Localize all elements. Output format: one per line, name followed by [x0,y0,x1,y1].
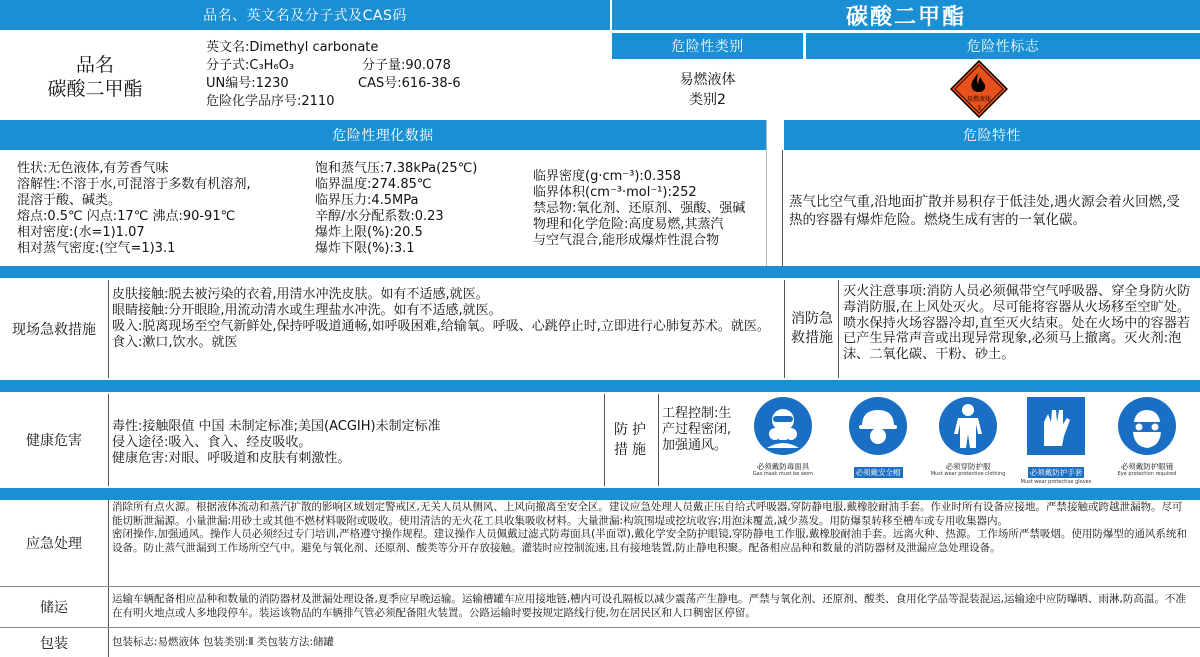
engineering-control: 工程控制:生产过程密闭,加强通风。 [662,406,732,453]
physchem-line: 熔点:0.5℃ 闪点:17℃ 沸点:90-91℃ [17,209,236,224]
emergency-content [112,501,1188,555]
molecular-formula: 分子式:C₃H₆O₃ [206,58,295,73]
divider [108,500,109,586]
physchem-line: 临界密度(g·cm⁻³):0.358 [533,169,682,184]
storage-label: 储运 [40,600,68,616]
hazard-class-header: 危险性类别 [612,33,803,59]
hazard-mark-header: 危险性标志 [806,33,1200,59]
divider [766,120,767,266]
physchem-line: 临界温度:274.85℃ [315,177,432,192]
ppe-protective-gloves [1013,396,1099,485]
product-name-label: 品名 [75,54,114,76]
health-label: 健康危害 [26,433,82,449]
hazard-class-line2: 类别2 [689,92,726,108]
first-aid-content [112,287,772,351]
first-aid-line: 皮肤接触:脱去被污染的衣着,用清水冲洗皮肤。如有不适感,就医。 [112,287,489,302]
first-aid-line: 眼睛接触:分开眼睑,用流动清水或生理盐水冲洗。如有不适感,就医。 [112,303,502,318]
physchem-line: 爆炸上限(%):20.5 [315,225,423,240]
physchem-line: 爆炸下限(%):3.1 [315,241,415,256]
hazard-serial-number: 危险化学品序号:2110 [206,94,335,109]
page-title: 碳酸二甲酯 [612,0,1200,30]
flammable-liquid-sign [950,60,1008,118]
physchem-line: 性状:无色液体,有芳香气味 [17,161,169,176]
ppe-caption: 必须戴防毒面具 [756,462,810,471]
first-aid-line: 食入:漱口,饮水。就医 [112,335,238,350]
physchem-line: 与空气混合,能形成爆炸性混合物 [533,233,720,248]
section-separator [0,380,1200,392]
divider [108,394,109,486]
ppe-caption-en: Must wear protective gloves [1020,479,1092,485]
packaging-text: 包装标志:易燃液体 包装类别:Ⅱ 类包装方法:储罐 [112,636,334,648]
ppe-caption-en: Eye protection required [1117,471,1177,477]
sign-class-number: 3 [977,105,981,112]
emergency-paragraph: 密闭操作,加强通风。操作人员必须经过专门培训,严格遵守操作规程。建议操作人员佩戴过滤式防毒面具(半面罩),戴化学安全防护眼镜,穿防静电工作服,戴橡胶耐油手套。远离火种、热源。工作场所严禁吸烟。使用防爆型的通风系统和设备。防止蒸气泄漏到工作场所空气中。避免与氧化剂、还原剂、酸类等分开存放接触。灌装时应控制流速,且有接地装置,防止静电积聚。配备相应品种和数量的消防器材及泄漏应急处理设备。 [112,528,1187,554]
english-name: 英文名:Dimethyl carbonate [206,40,379,55]
sign-label: 易燃液体 [966,96,992,103]
section-separator [0,488,1200,500]
divider [0,586,1200,587]
divider [782,150,783,266]
health-line: 毒性:接触限值 中国 未制定标准;美国(ACGIH)未制定标准 [112,419,441,434]
hazard-props-text: 蒸气比空气重,沿地面扩散并易积存于低洼处,遇火源会着火回燃,受热的容器有爆炸危险。燃烧生成有害的一氧化碳。 [789,194,1180,228]
ppe-protective-goggles [1104,396,1190,477]
cas-number: CAS号:616-38-6 [358,76,461,91]
divider [108,628,109,657]
divider [784,280,785,378]
physchem-line: 临界体积(cm⁻³·mol⁻¹):252 [533,185,697,200]
molecular-weight: 分子量:90.078 [362,58,451,73]
first-aid-label: 现场急救措施 [12,322,96,338]
physchem-line: 溶解性:不溶于水,可混溶于多数有机溶剂, [17,177,251,192]
fire-label: 消防急救措施 [791,311,833,346]
first-aid-line: 吸入:脱离现场至空气新鲜处,保持呼吸道通畅,如呼吸困难,给输氧。呼吸、心跳停止时,立即进行心肺复苏术。就医。 [112,319,770,334]
protective-clothing-icon [938,396,998,456]
health-line: 健康危害:对眼、呼吸道和皮肤有刺激性。 [112,451,351,466]
divider [838,280,839,378]
emergency-paragraph: 消除所有点火源。根据液体流动和蒸汽扩散的影响区域划定警戒区,无关人员从侧风、上风向撤离至安全区。建议应急处理人员戴正压自给式呼吸器,穿防静电服,戴橡胶耐油手套。作业时所有设备应接地。严禁接触或跨越泄漏物。尽可能切断泄漏源。小量泄漏:用砂土或其他不燃材料吸附或吸收。使用清洁的无火花工具收集吸收材料。大量泄漏:构筑围堤或挖坑收容;用泡沫覆盖,减少蒸发。用防爆泵转移至槽车或专用收集器内。 [112,501,1183,527]
ppe-caption: 必须穿防护服 [945,462,991,471]
physchem-line: 相对蒸气密度:(空气=1)3.1 [17,241,176,256]
divider [108,280,109,378]
ppe-caption-en: Must wear protective clothing [930,471,1006,477]
ppe-caption: 必须戴安全帽 [855,468,901,477]
protection-label: 防护措施 [614,422,650,458]
emergency-label: 应急处理 [26,536,82,552]
fire-text: 灭火注意事项:消防人员必须佩带空气呼吸器、穿全身防火防毒消防服,在上风处灭火。尽可能将容器从火场移至空旷处。喷水保持火场容器冷却,直至灭火结束。处在火场中的容器若已产生异常声音或出现异常现象,必须马上撤离。灭火剂:泡沫、二氧化碳、干粉、砂土。 [843,284,1191,363]
physchem-header: 危险性理化数据 [0,120,766,150]
ppe-caption: 必须戴防护眼镜 [1120,462,1174,471]
health-line: 侵入途径:吸入、食入、经皮吸收。 [112,435,312,450]
flammable-diamond-icon [950,60,1008,118]
physchem-line: 禁忌物:氧化剂、还原剂、强酸、强碱 [533,201,746,216]
ppe-caption-en: Gas mask must be worn [752,471,814,477]
protective-goggles-icon [1117,396,1177,456]
divider [658,394,659,486]
physchem-line: 相对密度:(水=1)1.07 [17,225,145,240]
ppe-gas-mask [740,396,826,477]
hazard-props-header: 危险特性 [784,120,1200,150]
divider [604,394,605,486]
storage-text: 运输车辆配备相应品种和数量的消防器材及泄漏处理设备,夏季应早晚运输。运输槽罐车应用接地链,槽内可设孔隔板以减少震荡产生静电。严禁与氧化剂、还原剂、酸类、食用化学品等混装混运,运输途中应防曝晒、雨淋,防高温。不准在有明火地点或人多地段停车。装运该物品的车辆排气管必须配备阻火装置。公路运输时要按规定路线行使,勿在居民区和人口稠密区停留。 [112,593,1186,619]
ppe-protective-clothing [925,396,1011,477]
gas-mask-icon [753,396,813,456]
physchem-line: 临界压力:4.5MPa [315,193,419,208]
hazard-class-line1: 易燃液体 [679,72,736,88]
safety-helmet-icon [848,396,908,456]
divider [0,627,1200,628]
hazard-class-value [612,62,803,118]
packaging-label: 包装 [40,635,68,652]
physchem-line: 辛醇/水分配系数:0.23 [315,209,444,224]
ppe-safety-helmet [835,396,921,479]
physchem-line: 饱和蒸气压:7.38kPa(25℃) [315,161,478,176]
ppe-caption: 必须戴防护手套 [1029,468,1083,477]
identity-header: 品名、英文名及分子式及CAS码 [0,0,610,30]
section-separator [0,266,1200,278]
protective-gloves-icon [1026,396,1086,456]
product-name-cell [0,32,190,122]
physchem-line: 物理和化学危险:高度易燃,其蒸汽 [533,217,724,232]
divider [108,587,109,627]
physchem-line: 混溶于酸、碱类。 [17,193,122,208]
un-number: UN编号:1230 [206,76,289,91]
product-name-value: 碳酸二甲酯 [47,78,143,100]
